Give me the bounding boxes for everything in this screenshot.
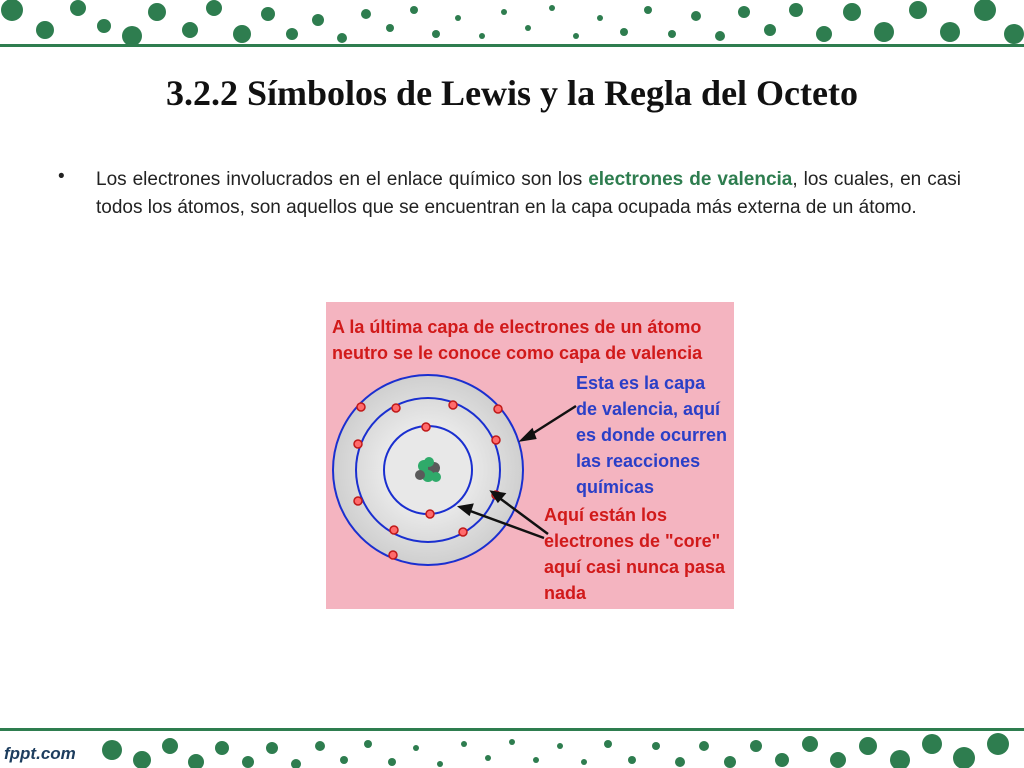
bottom-dot-border (0, 728, 1024, 768)
valence-shell-label: Esta es la capa de valencia, aquí es donde ocurren las reacciones químicas (576, 373, 728, 497)
slide-title: 3.2.2 Símbolos de Lewis y la Regla del Octeto (166, 73, 858, 113)
figure-caption-top: A la última capa de electrones de un átomo neutro se le conoce como capa de valencia (332, 317, 703, 363)
top-dots-pattern (0, 0, 1024, 46)
highlight-valence-electrons: electrones de valencia (588, 169, 793, 190)
top-dot-border (0, 0, 1024, 46)
core-electrons-label: Aquí están los electrones de "core" aquí casi nunca pasa nada (544, 505, 726, 603)
bullet-text (96, 166, 961, 222)
bottom-dots-pattern (0, 728, 1024, 768)
top-divider (0, 44, 1024, 47)
bullet-symbol: • (58, 166, 65, 187)
fppt-watermark: fppt.com (4, 744, 76, 763)
valence-shell-figure (326, 302, 734, 609)
bullet-text-before: Los electrones involucrados en el enlace químico son los (96, 169, 589, 190)
bullet-text-after: , los cuales, en casi todos los átomos, son aquellos que se encuentran en la capa ocupada más externa de un átomo. (96, 169, 961, 218)
